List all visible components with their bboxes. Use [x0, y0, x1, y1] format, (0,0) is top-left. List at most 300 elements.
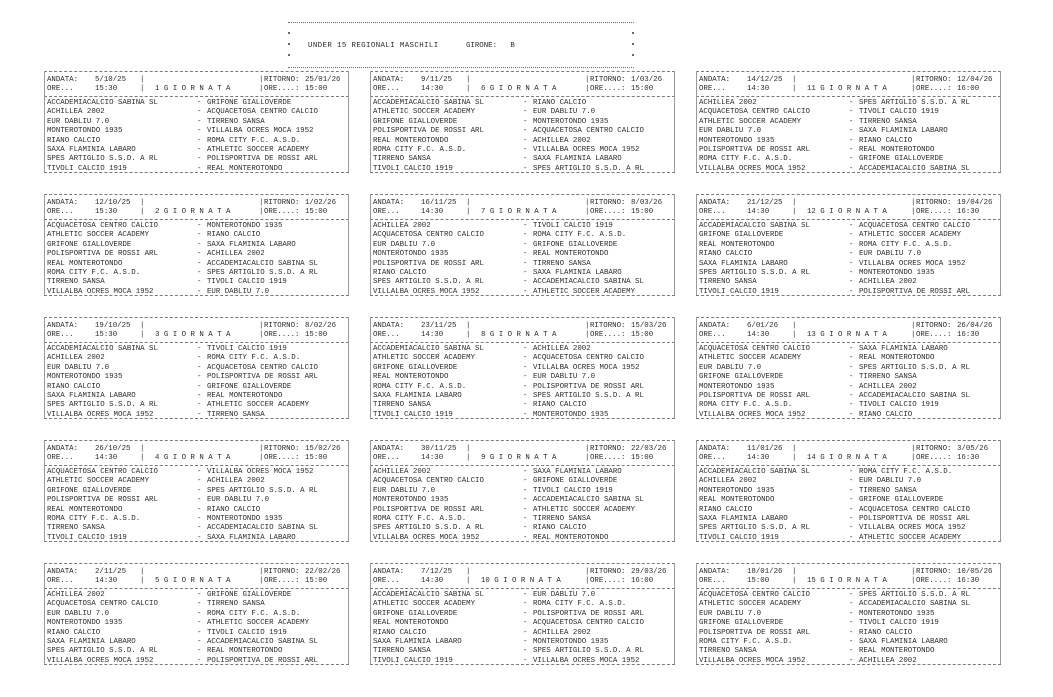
match-row [699, 496, 998, 505]
home-team: POLISPORTIVA DE ROSSI ARL [699, 391, 810, 400]
andata-label: ANDATA: [373, 76, 405, 84]
home-team: TIRRENO SANSA [47, 524, 105, 533]
andata-date: 5/10/25 [95, 76, 127, 84]
match-row [373, 108, 672, 117]
home-team: MONTEROTONDO 1935 [699, 486, 775, 495]
home-team: ACHILLEA 2002 [373, 222, 431, 230]
divider [370, 440, 675, 441]
times-row: ORE... 15:00 | 15 G I O R N A T A | ORE....: 16:30 [699, 577, 980, 585]
away-team: ATHLETIC SOCCER ACADEMY [207, 619, 310, 628]
away-team: GRIFONE GIALLOVERDE [533, 477, 618, 486]
home-team: ROMA CITY F.C. A.S.D. [373, 514, 467, 523]
match-row [699, 260, 998, 269]
border-line [348, 194, 349, 295]
match-row [47, 629, 346, 638]
match-row [699, 392, 998, 401]
away-team: REAL MONTEROTONDO [533, 533, 609, 542]
home-team: RIANO CALCIO [699, 250, 753, 259]
away-team: SAXA FLAMINIA LABARO [207, 533, 296, 542]
separator: - [523, 259, 528, 268]
match-row [373, 260, 672, 269]
separator: - [523, 363, 528, 372]
separator: - [849, 401, 854, 410]
away-team: EUR DABLIU 7.0 [859, 477, 922, 486]
andata-date: 7/12/25 [421, 568, 453, 576]
match-row [699, 534, 998, 543]
away-team: SPES ARTIGLIO S.S.D. A RL [207, 486, 318, 495]
away-team: ACCADEMIACALCIO SABINA SL [207, 524, 318, 533]
away-team: RIANO CALCIO [859, 410, 913, 419]
separator: - [197, 628, 202, 637]
ore-ritorno-label: ORE....: [590, 454, 626, 462]
calendar-grid [44, 71, 1001, 663]
match-row [373, 468, 672, 477]
separator: - [849, 278, 854, 287]
match-row [47, 137, 346, 146]
separator: - [197, 222, 202, 230]
home-team: ATHLETIC SOCCER ACADEMY [373, 354, 476, 363]
away-team: TIRRENO SANSA [207, 117, 265, 126]
home-team: EUR DABLIU 7.0 [47, 363, 110, 372]
home-team: ROMA CITY F.C. A.S.D. [373, 145, 467, 154]
match-row [373, 241, 672, 250]
away-team: POLISPORTIVA DE ROSSI ARL [533, 382, 644, 391]
ore-label: ORE... [47, 454, 74, 462]
calendar-column [44, 71, 349, 667]
times-row: ORE... 14:30 | 6 G I O R N A T A | ORE....: 15:00 [373, 85, 654, 93]
home-team: VILLALBA OCRES MOCA 1952 [47, 410, 154, 419]
away-team: EUR DABLIU 7.0 [859, 250, 922, 259]
home-team: ATHLETIC SOCCER ACADEMY [699, 117, 802, 126]
divider [696, 563, 1001, 564]
separator: - [523, 496, 528, 505]
home-team: ACQUACETOSA CENTRO CALCIO [699, 108, 810, 117]
away-team: TIVOLI CALCIO 1919 [533, 486, 613, 495]
match-row [47, 411, 346, 420]
border-line [1000, 440, 1001, 541]
match-row [47, 118, 346, 127]
away-team: RIANO CALCIO [533, 99, 587, 107]
times-row: ORE... 14:30 | 11 G I O R N A T A | ORE....: 16:00 [699, 85, 980, 93]
separator: - [523, 647, 528, 656]
andata-label: ANDATA: [373, 568, 405, 576]
away-team: SAXA FLAMINIA LABARO [533, 155, 622, 164]
home-team: SPES ARTIGLIO S.S.D. A RL [47, 401, 158, 410]
separator: - [197, 231, 202, 240]
dates-row: ANDATA: 21/12/25 | | RITORNO: 19/04/26 [699, 199, 993, 207]
times-row: ORE... 14:30 | 12 G I O R N A T A | ORE....: 16:30 [699, 208, 980, 216]
giornata-block [370, 194, 675, 317]
match-row [699, 364, 998, 373]
match-row [699, 657, 998, 666]
match-list [373, 99, 672, 174]
giornata-label: 8 G I O R N A T A [481, 331, 557, 339]
home-team: POLISPORTIVA DE ROSSI ARL [373, 127, 484, 136]
andata-label: ANDATA: [47, 76, 79, 84]
separator: - [523, 287, 528, 296]
dates-row: ANDATA: 16/11/25 | | RITORNO: 8/03/26 [373, 199, 663, 207]
ritorno-label: RITORNO: [264, 568, 300, 576]
separator: - [197, 250, 202, 259]
home-team: ACCADEMIACALCIO SABINA SL [699, 222, 810, 230]
border-line [696, 563, 697, 664]
divider [44, 588, 349, 589]
away-team: GRIFONE GIALLOVERDE [859, 496, 944, 505]
home-team: SAXA FLAMINIA LABARO [47, 637, 136, 646]
away-team: GRIFONE GIALLOVERDE [207, 99, 292, 107]
giornata-label: 1 G I O R N A T A [155, 85, 231, 93]
home-team: ATHLETIC SOCCER ACADEMY [699, 354, 802, 363]
ore-andata: 14:30 [421, 454, 444, 462]
ritorno-label: RITORNO: [590, 199, 626, 207]
match-row [699, 600, 998, 609]
away-team: VILLALBA OCRES MOCA 1952 [533, 145, 640, 154]
match-row [699, 401, 998, 410]
ore-ritorno: 16:30 [957, 454, 980, 462]
match-list [373, 222, 672, 297]
home-team: TIRRENO SANSA [699, 647, 757, 656]
ore-label: ORE... [699, 331, 726, 339]
away-team: ATHLETIC SOCCER ACADEMY [859, 533, 962, 542]
match-row [373, 146, 672, 155]
away-team: ROMA CITY F.C. A.S.D. [859, 240, 953, 249]
away-team: RIANO CALCIO [533, 524, 587, 533]
ore-ritorno-label: ORE....: [916, 331, 952, 339]
home-team: GRIFONE GIALLOVERDE [699, 619, 784, 628]
home-team: GRIFONE GIALLOVERDE [47, 486, 132, 495]
away-team: ACCADEMIACALCIO SABINA SL [533, 278, 644, 287]
home-team: RIANO CALCIO [47, 628, 101, 637]
separator: - [523, 486, 528, 495]
divider [696, 465, 1001, 466]
andata-date: 2/11/25 [95, 568, 127, 576]
divider [370, 342, 675, 343]
ore-ritorno: 15:00 [305, 85, 328, 93]
match-row [699, 127, 998, 136]
andata-label: ANDATA: [47, 568, 79, 576]
border-line [696, 440, 697, 541]
match-row [699, 269, 998, 278]
andata-date: 11/01/26 [747, 445, 783, 453]
separator: - [849, 486, 854, 495]
ore-ritorno: 16:00 [957, 85, 980, 93]
home-team: GRIFONE GIALLOVERDE [373, 609, 458, 618]
away-team: REAL MONTEROTONDO [207, 647, 283, 656]
separator: - [523, 628, 528, 637]
border-line [1000, 563, 1001, 664]
ritorno-date: 29/03/26 [631, 568, 667, 576]
match-row [373, 638, 672, 647]
girone-value: B [510, 42, 515, 50]
away-team: SPES ARTIGLIO S.S.D. A RL [533, 164, 644, 173]
ritorno-date: 1/03/26 [631, 76, 663, 84]
home-team: ACHILLEA 2002 [699, 99, 757, 107]
match-row [699, 345, 998, 354]
match-list [373, 468, 672, 543]
match-row [47, 496, 346, 505]
ore-ritorno: 15:00 [631, 454, 654, 462]
ore-ritorno-label: ORE....: [916, 85, 952, 93]
separator: - [849, 136, 854, 145]
match-row [373, 487, 672, 496]
andata-date: 14/12/25 [747, 76, 783, 84]
away-team: VILLALBA OCRES MOCA 1952 [207, 468, 314, 476]
giornata-label: 9 G I O R N A T A [481, 454, 557, 462]
separator: - [849, 240, 854, 249]
away-team: RIANO CALCIO [207, 505, 261, 514]
separator: - [849, 259, 854, 268]
match-row [699, 146, 998, 155]
giornata-block [44, 563, 349, 667]
separator: - [523, 345, 528, 353]
match-row [699, 647, 998, 656]
home-team: SPES ARTIGLIO S.S.D. A RL [373, 524, 484, 533]
away-team: EUR DABLIU 7.0 [533, 591, 596, 599]
ore-andata: 14:30 [421, 85, 444, 93]
home-team: TIVOLI CALCIO 1919 [699, 287, 779, 296]
away-team: TIVOLI CALCIO 1919 [207, 345, 287, 353]
match-row [699, 222, 998, 231]
match-row [699, 99, 998, 108]
home-team: TIRRENO SANSA [47, 278, 105, 287]
match-row [373, 515, 672, 524]
home-team: ATHLETIC SOCCER ACADEMY [699, 600, 802, 609]
match-row [47, 146, 346, 155]
ritorno-date: 8/03/26 [631, 199, 663, 207]
home-team: ACQUACETOSA CENTRO CALCIO [699, 591, 810, 599]
divider [44, 563, 349, 564]
match-row [47, 99, 346, 108]
separator: - [197, 155, 202, 164]
match-row [373, 99, 672, 108]
away-team: ACQUACETOSA CENTRO CALCIO [207, 108, 318, 117]
home-team: VILLALBA OCRES MOCA 1952 [373, 287, 480, 296]
giornata-label: 10 G I O R N A T A [481, 577, 561, 585]
separator: - [849, 145, 854, 154]
divider [696, 219, 1001, 220]
match-row [47, 591, 346, 600]
border-line [44, 440, 45, 541]
home-team: ACHILLEA 2002 [47, 354, 105, 363]
ore-ritorno: 15:00 [631, 208, 654, 216]
home-team: ROMA CITY F.C. A.S.D. [47, 514, 141, 523]
away-team: REAL MONTEROTONDO [859, 354, 935, 363]
away-team: TIRRENO SANSA [207, 600, 265, 609]
home-team: ATHLETIC SOCCER ACADEMY [47, 231, 150, 240]
ritorno-date: 3/05/26 [957, 445, 989, 453]
match-row [47, 477, 346, 486]
match-row [699, 524, 998, 533]
match-row [699, 155, 998, 164]
ritorno-date: 26/04/26 [957, 322, 993, 330]
ritorno-date: 22/03/26 [631, 445, 667, 453]
away-team: MONTEROTONDO 1935 [859, 268, 935, 277]
andata-label: ANDATA: [47, 445, 79, 453]
separator: - [523, 278, 528, 287]
andata-label: ANDATA: [373, 445, 405, 453]
border-line [1000, 317, 1001, 418]
divider [696, 96, 1001, 97]
home-team: ACHILLEA 2002 [47, 591, 105, 599]
ore-ritorno-label: ORE....: [264, 208, 300, 216]
match-row [373, 392, 672, 401]
separator: - [197, 401, 202, 410]
match-row [373, 250, 672, 259]
match-row [699, 515, 998, 524]
away-team: SPES ARTIGLIO S.S.D. A RL [859, 99, 970, 107]
away-team: ACCADEMIACALCIO SABINA SL [533, 496, 644, 505]
away-team: TIRRENO SANSA [859, 373, 917, 382]
border-line [44, 563, 45, 664]
away-team: TIVOLI CALCIO 1919 [859, 108, 939, 117]
andata-date: 18/01/26 [747, 568, 783, 576]
away-team: POLISPORTIVA DE ROSSI ARL [859, 514, 970, 523]
ritorno-label: RITORNO: [590, 76, 626, 84]
divider [44, 440, 349, 441]
calendar-column [696, 71, 1001, 667]
match-list [47, 99, 346, 174]
ore-label: ORE... [699, 577, 726, 585]
away-team: GRIFONE GIALLOVERDE [859, 155, 944, 164]
away-team: ACCADEMIACALCIO SABINA SL [859, 391, 970, 400]
match-row [373, 647, 672, 656]
match-row [699, 354, 998, 363]
away-team: VILLALBA OCRES MOCA 1952 [533, 363, 640, 372]
match-list [47, 345, 346, 420]
home-team: MONTEROTONDO 1935 [47, 127, 123, 136]
away-team: ROMA CITY F.C. A.S.D. [533, 600, 627, 609]
away-team: RIANO CALCIO [207, 231, 261, 240]
ore-andata: 14:30 [747, 85, 770, 93]
separator: - [197, 410, 202, 419]
separator: - [523, 117, 528, 126]
giornata-block [44, 194, 349, 317]
home-team: ACHILLEA 2002 [47, 108, 105, 117]
andata-label: ANDATA: [699, 445, 731, 453]
separator: - [523, 268, 528, 277]
away-team: ACCADEMIACALCIO SABINA SL [207, 259, 318, 268]
match-row [47, 108, 346, 117]
ore-andata: 14:30 [747, 331, 770, 339]
match-row [47, 354, 346, 363]
match-row [373, 222, 672, 231]
match-row [699, 638, 998, 647]
match-row [373, 165, 672, 174]
girone-header [288, 22, 634, 68]
championship-title: UNDER 15 REGIONALI MASCHILI [308, 42, 439, 50]
border-line [674, 194, 675, 295]
away-team: POLISPORTIVA DE ROSSI ARL [207, 373, 318, 382]
andata-label: ANDATA: [373, 199, 405, 207]
separator: - [197, 468, 202, 476]
away-team: TIVOLI CALCIO 1919 [207, 278, 287, 287]
divider [696, 440, 1001, 441]
border-line [696, 71, 697, 172]
ritorno-label: RITORNO: [264, 199, 300, 207]
away-team: ACHILLEA 2002 [533, 345, 591, 353]
separator: - [523, 533, 528, 542]
away-team: ACHILLEA 2002 [859, 656, 917, 665]
border-line [370, 194, 371, 295]
away-team: TIVOLI CALCIO 1919 [859, 619, 939, 628]
giornata-label: 15 G I O R N A T A [807, 577, 887, 585]
away-team: ATHLETIC SOCCER ACADEMY [859, 231, 962, 240]
home-team: VILLALBA OCRES MOCA 1952 [699, 410, 806, 419]
match-row [699, 506, 998, 515]
ore-ritorno: 15:00 [305, 331, 328, 339]
separator: - [523, 382, 528, 391]
ritorno-label: RITORNO: [916, 322, 952, 330]
separator: - [523, 514, 528, 523]
giornata-block [370, 563, 675, 667]
match-row [373, 657, 672, 666]
border-line [1000, 71, 1001, 172]
match-row [373, 288, 672, 297]
match-row [373, 364, 672, 373]
ore-label: ORE... [47, 208, 74, 216]
match-list [47, 222, 346, 297]
match-list [699, 222, 998, 297]
asterisk [288, 43, 290, 45]
match-list [699, 591, 998, 666]
match-row [373, 610, 672, 619]
border-line [1000, 194, 1001, 295]
ore-andata: 14:30 [421, 208, 444, 216]
separator: - [523, 524, 528, 533]
separator: - [197, 136, 202, 145]
asterisk [288, 54, 290, 56]
ore-ritorno-label: ORE....: [590, 85, 626, 93]
match-row [47, 487, 346, 496]
separator: - [197, 240, 202, 249]
separator: - [197, 477, 202, 486]
away-team: ACQUACETOSA CENTRO CALCIO [533, 127, 644, 136]
ore-ritorno: 16:30 [957, 577, 980, 585]
separator: - [197, 268, 202, 277]
away-team: RIANO CALCIO [859, 136, 913, 145]
ritorno-date: 19/04/26 [957, 199, 993, 207]
home-team: MONTEROTONDO 1935 [699, 136, 775, 145]
ritorno-date: 15/03/26 [631, 322, 667, 330]
times-row: ORE... 15:30 | 3 G I O R N A T A | ORE....: 15:00 [47, 331, 328, 339]
away-team: TIRRENO SANSA [207, 410, 265, 419]
border-line [370, 317, 371, 418]
girone-label: GIRONE: B [466, 42, 515, 50]
separator: - [197, 647, 202, 656]
match-row [47, 383, 346, 392]
away-team: ATHLETIC SOCCER ACADEMY [207, 145, 310, 154]
ritorno-date: 8/02/26 [305, 322, 337, 330]
match-row [47, 506, 346, 515]
away-team: REAL MONTEROTONDO [207, 391, 283, 400]
away-team: POLISPORTIVA DE ROSSI ARL [207, 155, 318, 164]
giornata-label: 7 G I O R N A T A [481, 208, 557, 216]
border-line [674, 71, 675, 172]
away-team: SAXA FLAMINIA LABARO [859, 345, 948, 353]
ritorno-date: 22/02/26 [305, 568, 341, 576]
away-team: ACHILLEA 2002 [207, 250, 265, 259]
divider [44, 96, 349, 97]
separator: - [523, 391, 528, 400]
home-team: ROMA CITY F.C. A.S.D. [47, 268, 141, 277]
home-team: REAL MONTEROTONDO [699, 496, 775, 505]
border-line [370, 563, 371, 664]
match-row [373, 477, 672, 486]
dates-row: ANDATA: 12/10/25 | | RITORNO: 1/02/26 [47, 199, 337, 207]
match-row [47, 638, 346, 647]
match-row [47, 269, 346, 278]
separator: - [197, 363, 202, 372]
